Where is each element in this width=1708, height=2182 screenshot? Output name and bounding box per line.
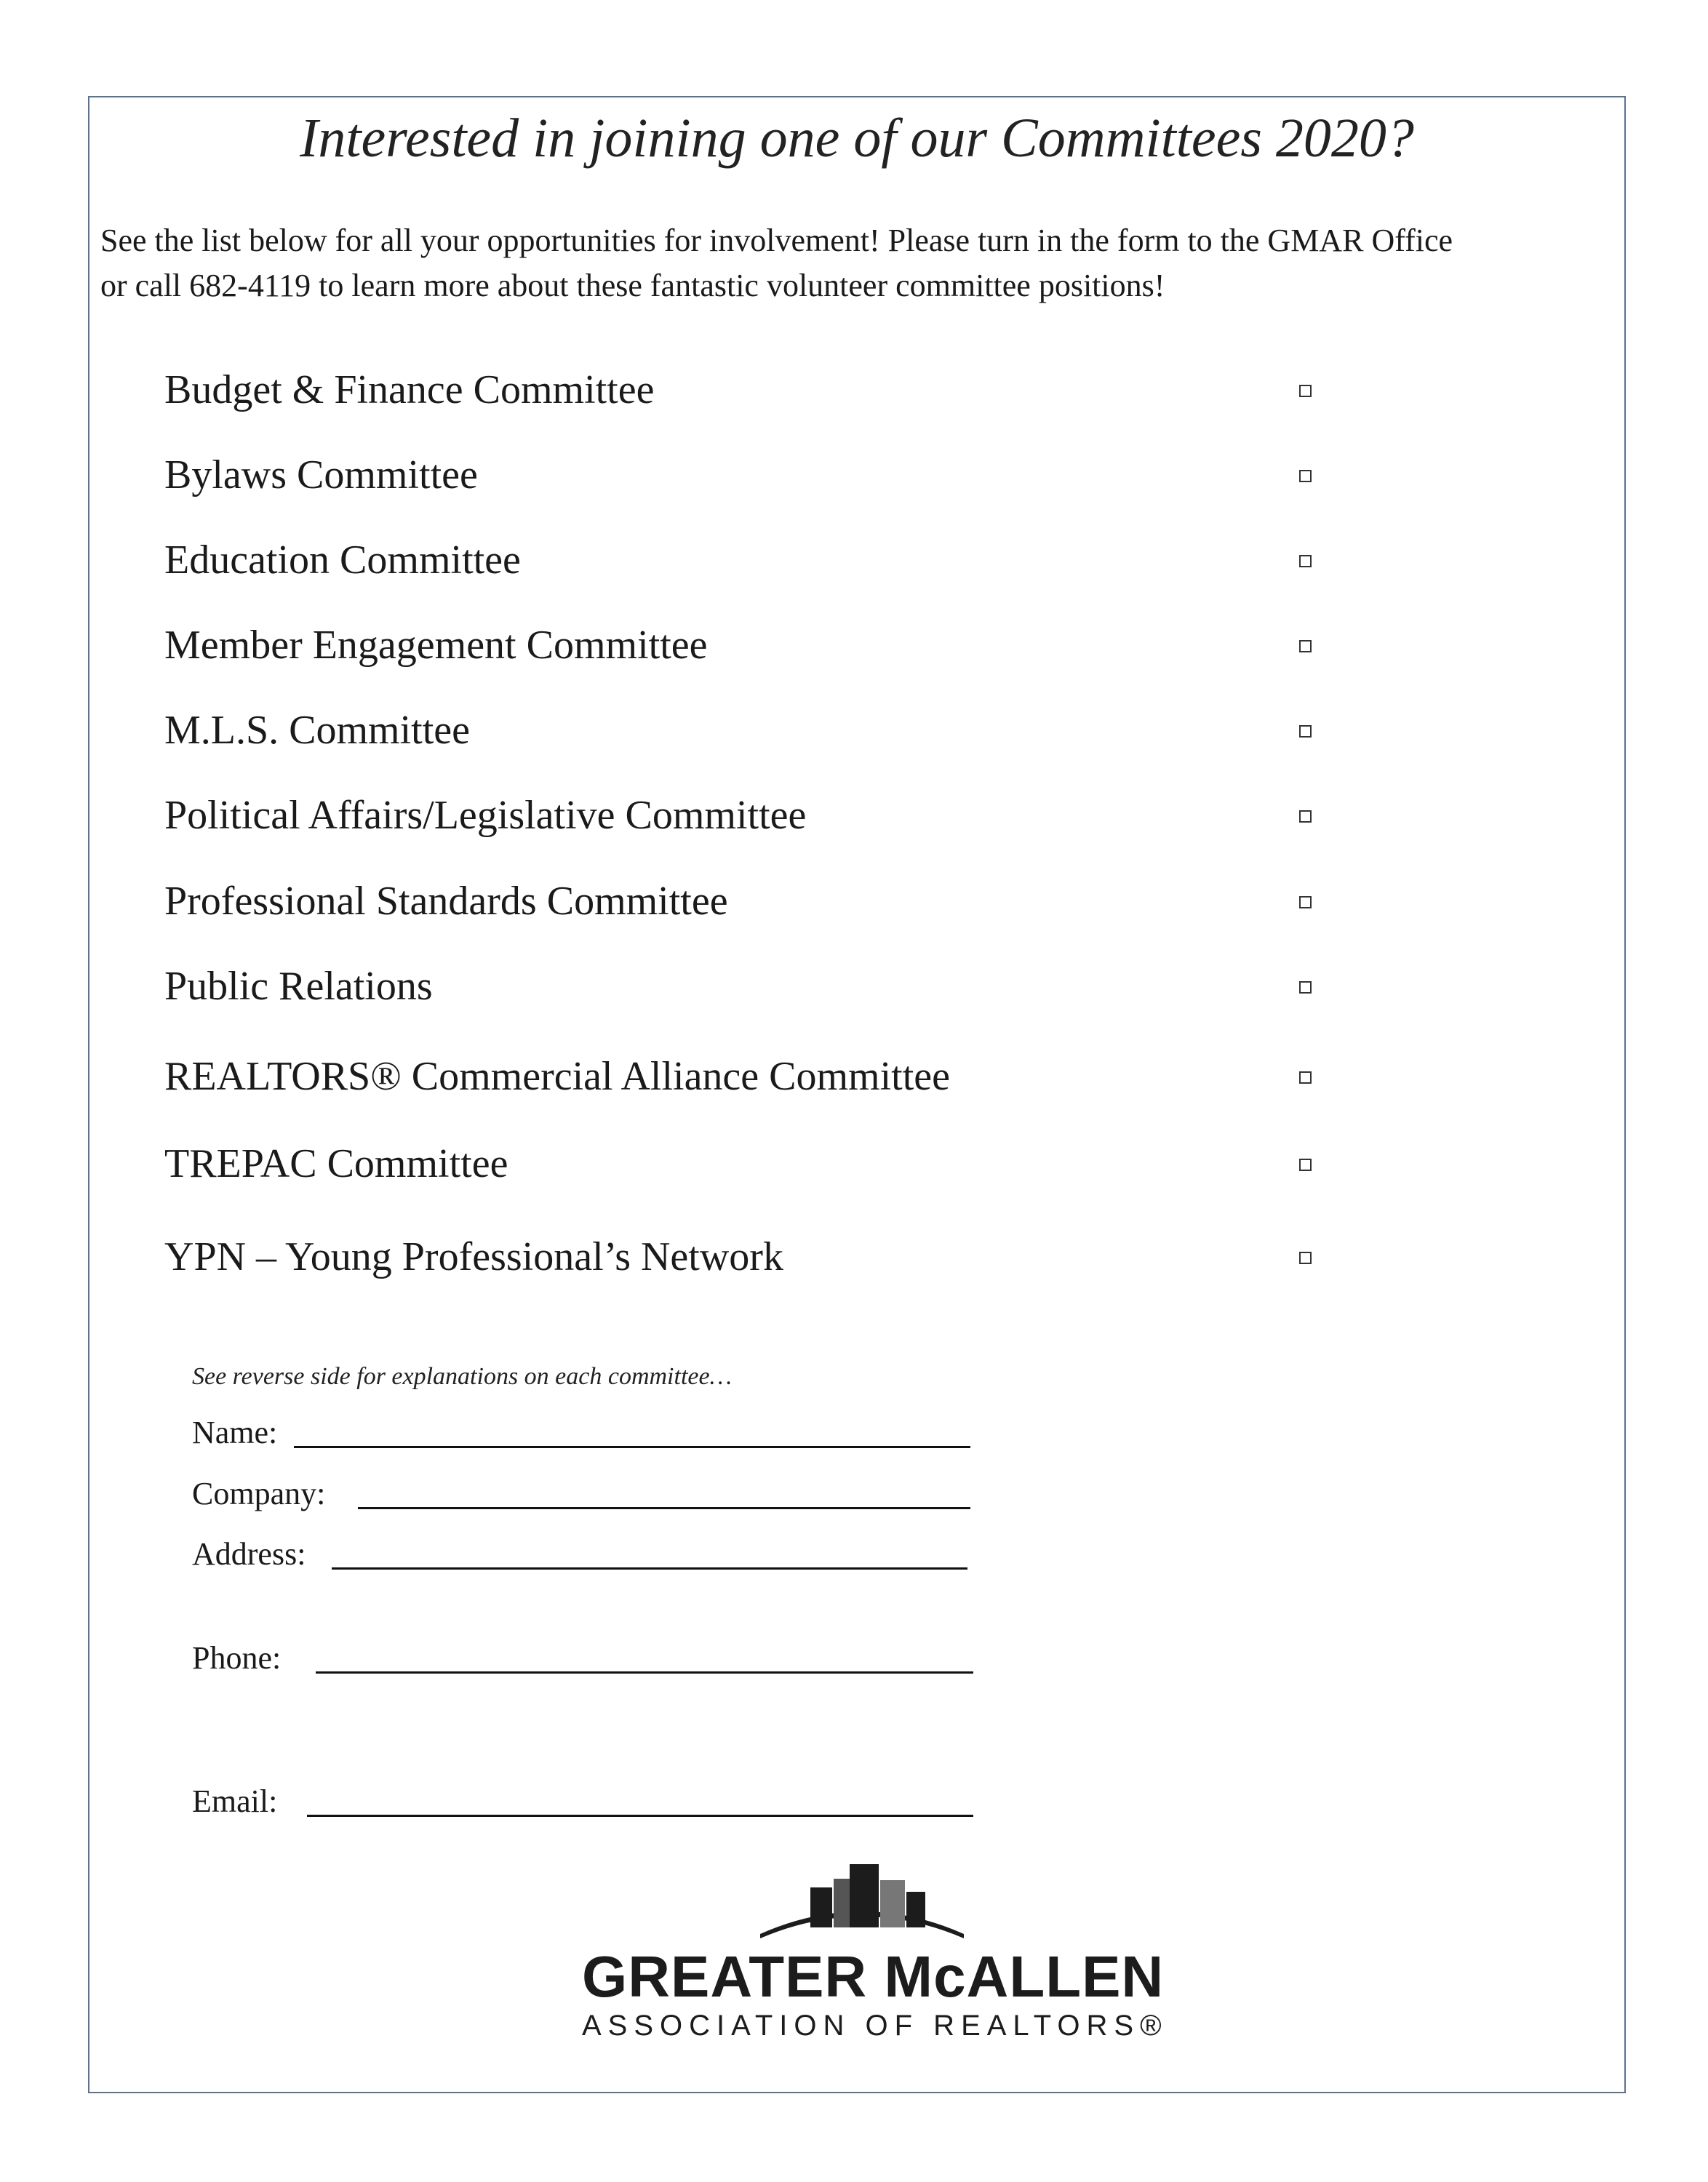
committee-label: Professional Standards Committee: [164, 879, 728, 924]
committee-checkbox[interactable]: [1299, 725, 1312, 738]
committee-label: Public Relations: [164, 964, 433, 1009]
committee-item-commercial-alliance[interactable]: [164, 1047, 1328, 1106]
intro-text: [100, 218, 1613, 308]
committee-checkbox[interactable]: [1299, 555, 1312, 567]
committee-item-ypn[interactable]: [164, 1228, 1328, 1286]
committee-label: Member Engagement Committee: [164, 623, 708, 668]
committee-checkbox[interactable]: [1299, 810, 1312, 823]
company-label: Company:: [192, 1476, 326, 1511]
committee-item-trepac[interactable]: [164, 1135, 1328, 1193]
skyline-icon: [582, 1858, 1142, 1946]
email-input-line[interactable]: [307, 1815, 973, 1817]
committee-item-member-engagement[interactable]: [164, 616, 1328, 674]
address-label: Address:: [192, 1536, 306, 1572]
name-label: Name:: [192, 1415, 278, 1450]
committee-checkbox[interactable]: [1299, 640, 1312, 652]
company-field[interactable]: [192, 1472, 978, 1516]
committee-label: Budget & Finance Committee: [164, 367, 655, 412]
committee-checkbox[interactable]: [1299, 1252, 1312, 1264]
page-title: Interested in joining one of our Committees 2020?: [300, 108, 1414, 169]
name-input-line[interactable]: [294, 1446, 970, 1448]
phone-input-line[interactable]: [316, 1671, 973, 1674]
company-input-line[interactable]: [358, 1507, 970, 1509]
committee-item-public-relations[interactable]: [164, 957, 1328, 1015]
committee-label: TREPAC Committee: [164, 1141, 508, 1186]
committee-label: Bylaws Committee: [164, 452, 478, 497]
phone-field[interactable]: [192, 1637, 978, 1680]
committee-checkbox[interactable]: [1299, 981, 1312, 994]
committee-item-education[interactable]: [164, 531, 1328, 589]
intro-line-2: or call 682-4119 to learn more about these fantastic volunteer committee positions!: [100, 268, 1165, 303]
committee-checkbox[interactable]: [1299, 470, 1312, 482]
committee-label: M.L.S. Committee: [164, 708, 470, 753]
committee-checkbox[interactable]: [1299, 1159, 1312, 1171]
address-field[interactable]: [192, 1532, 978, 1576]
logo-name: GREATER McALLEN: [582, 1944, 1165, 2009]
name-field[interactable]: [192, 1411, 978, 1455]
phone-label: Phone:: [192, 1640, 282, 1676]
committee-item-political-affairs[interactable]: [164, 786, 1328, 844]
email-field[interactable]: [192, 1780, 978, 1823]
logo-subtitle: ASSOCIATION OF REALTORS®: [582, 2010, 1168, 2042]
reverse-side-note: See reverse side for explanations on each committee…: [192, 1363, 732, 1390]
gmar-logo: [582, 1858, 1168, 2042]
intro-line-1: See the list below for all your opportunities for involvement! Please turn in the form to the GMAR Office: [100, 223, 1453, 258]
committee-label: REALTORS® Commercial Alliance Committee: [164, 1054, 950, 1099]
committee-label: Political Affairs/Legislative Committee: [164, 793, 807, 838]
committee-label: YPN – Young Professional’s Network: [164, 1234, 783, 1279]
committee-item-professional-standards[interactable]: [164, 872, 1328, 930]
committee-item-bylaws[interactable]: [164, 446, 1328, 504]
committee-checkbox[interactable]: [1299, 896, 1312, 908]
committee-checkbox[interactable]: [1299, 385, 1312, 397]
email-label: Email:: [192, 1783, 278, 1819]
committee-checkbox[interactable]: [1299, 1071, 1312, 1084]
committee-label: Education Committee: [164, 537, 521, 583]
address-input-line[interactable]: [332, 1567, 967, 1570]
committee-item-budget-finance[interactable]: [164, 361, 1328, 419]
committee-item-mls[interactable]: [164, 701, 1328, 759]
